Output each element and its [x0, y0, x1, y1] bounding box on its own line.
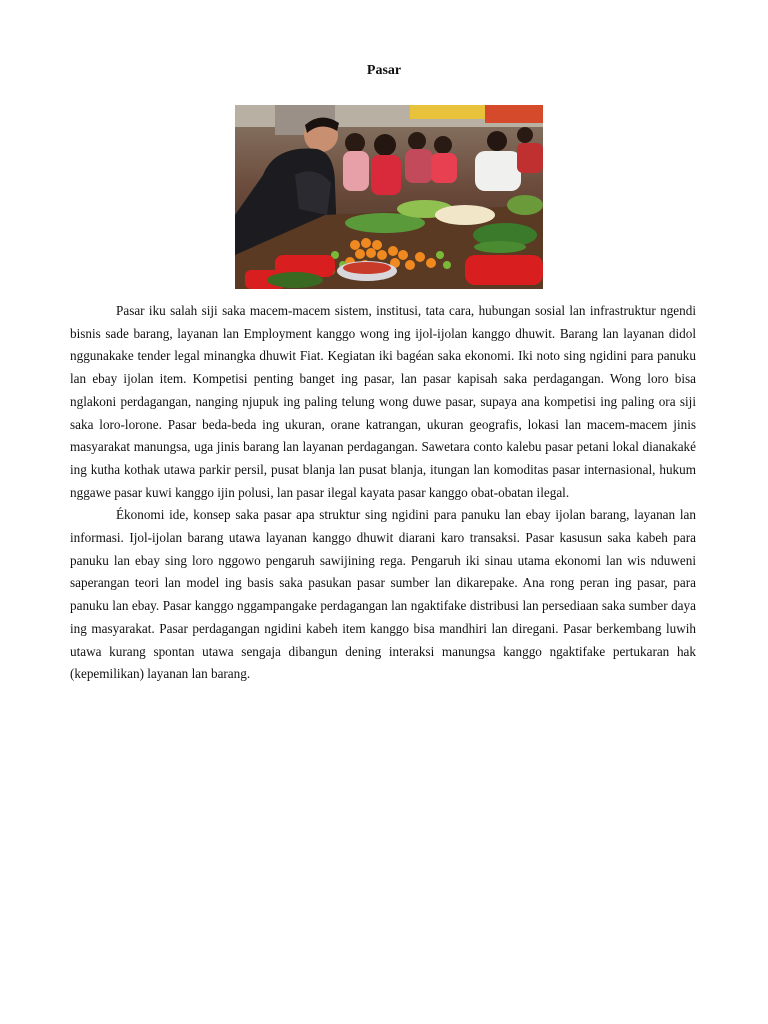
market-vegetable-stall-photo [235, 105, 543, 289]
page-title: Pasar [366, 63, 402, 78]
paragraph-2: Ékonomi ide, konsep saka pasar apa struktur sing ngidini para panuku lan ebay ijolan barang, layanan lan informasi. Ijol-ijolan barang utawa layanan kanggo dhuwit diarani karo transaksi. Pasar kasusun saka kabeh para panuku lan ebay sing loro nggowo pengaruh sawijining rega. Pengaruh iki sinau utama ekonomi lan wis nduweni saperangan teori lan model ing basis saka pasukan pasar sumber lan dikarepake. Ana rong peran ing pasar, para panuku lan ebay. Pasar kanggo nggampangake perdagangan lan ngaktifake distribusi lan persediaan saka sumber daya ing masyarakat. Pasar perdagangan ngidini kabeh item kanggo bisa mandhiri lan diregani. Pasar berkembang luwih utawa kurang spontan utawa sengaja dibangun dening interaksi manungsa kanggo ngaktifake pertukaran hak (kepemilikan) layanan lan barang. [70, 507, 696, 682]
market-photo-illustration [235, 105, 543, 289]
paragraph-1: Pasar iku salah siji saka macem-macem sistem, institusi, tata cara, hubungan sosial lan infrastruktur ngendi bisnis sade barang, layanan lan Employment kanggo wong ing ijol-ijolan kanggo dhuwit. Barang lan layanan didol nggunakake tender legal minangka dhuwit Fiat. Kegiatan iki bagéan saka ekonomi. Iki noto sing ngidini para panuku lan ebay ijolan item. Kompetisi penting banget ing pasar, lan pasar kapisah saka perdagangan. Wong loro bisa nglakoni perdagangan, nanging njupuk ing paling telung wong duwe pasar, supaya ana kompetisi ing paling ora siji saka loro-lorone. Pasar beda-beda ing ukuran, orane katrangan, ukuran geografis, lokasi lan macem-macem jinis masyarakat manungsa, uga jinis barang lan layanan perdagangan. Sawetara conto kalebu pasar petani lokal dianakaké ing kutha kothak utawa parkir persil, pusat blanja lan pusat blanja, itungan lan komoditas pasar internasional, hukum nggawe pasar kuwi kanggo ijin polusi, lan pasar ilegal kayata pasar kanggo obat-obatan ilegal. [70, 303, 696, 500]
article-body [70, 300, 696, 686]
